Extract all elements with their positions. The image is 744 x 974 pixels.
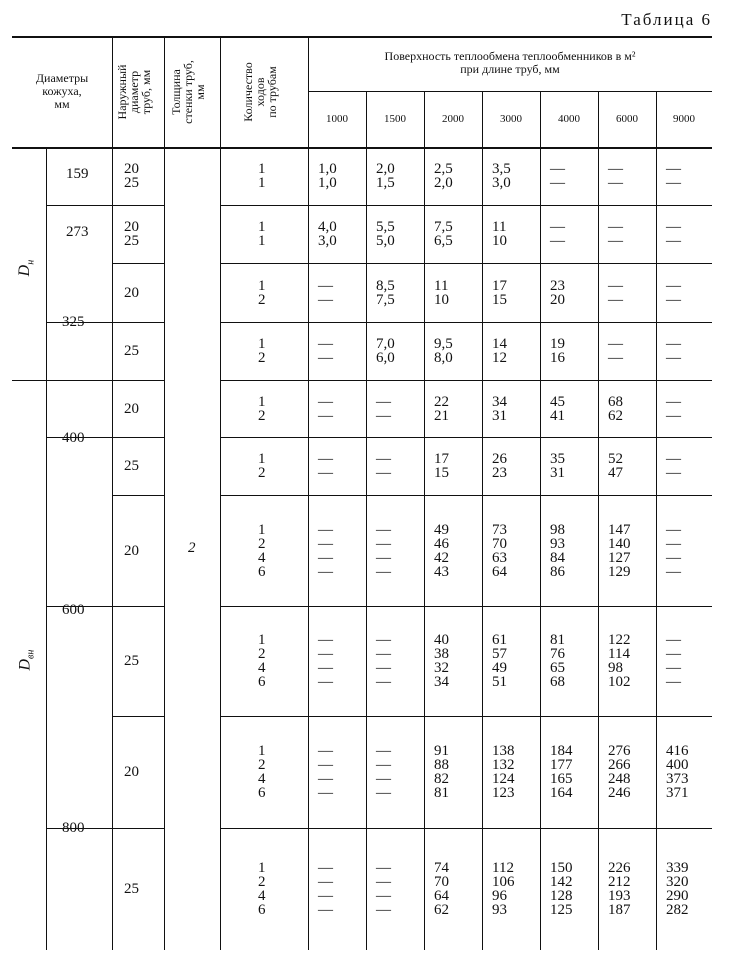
surface-area-cell: 26 23 [492,451,507,481]
surface-area-cell: 17 15 [492,277,507,308]
pass-count-cell: 1 2 4 6 [258,632,266,690]
tube-diameter-cell: 20 [124,764,139,780]
surface-area-cell: 19 16 [550,336,565,366]
surface-area-cell: 81 76 65 68 [550,632,565,690]
surface-area-cell: — — — — [318,743,333,801]
col-rule-length [598,91,599,950]
surface-area-cell: — — [666,277,681,308]
row-rule [46,205,164,206]
surface-area-cell: 416 400 373 371 [666,743,689,801]
surface-area-cell: — — [666,161,681,191]
surface-area-cell: 9,5 8,0 [434,336,453,366]
shell-diameter: 159 [66,166,89,182]
surface-area-cell: 7,5 6,5 [434,219,453,249]
pass-count-cell: 1 2 [258,277,266,308]
group-label-dn-sub: н [25,259,37,265]
row-rule [220,322,712,323]
surface-area-cell: 35 31 [550,451,565,481]
surface-area-cell: 138 132 124 123 [492,743,515,801]
col-rule-group [46,147,47,950]
surface-area-cell: 74 70 64 62 [434,860,449,918]
surface-area-cell: — — — — [376,743,391,801]
surface-area-cell: 22 21 [434,393,449,424]
pass-count-cell: 1 2 [258,336,266,366]
row-rule [220,205,712,206]
surface-area-cell: — — [376,451,391,481]
tube-diameter-cell: 25 [124,458,139,474]
surface-area-cell: — — — — [666,521,681,580]
surface-area-cell: 112 106 96 93 [492,860,515,918]
pass-count-cell: 1 2 4 6 [258,521,266,580]
row-rule [220,495,712,496]
surface-area-cell: 276 266 248 246 [608,743,631,801]
table-caption: Таблица 6 [621,10,712,29]
col-rule-passes [220,36,221,950]
surface-area-cell: 45 41 [550,393,565,424]
wall-thickness-value: 2 [188,540,196,556]
surface-area-cell: — — — — [666,632,681,690]
header-tube-length: 6000 [616,113,638,125]
surface-area-cell: — — [666,219,681,249]
tube-diameter-cell: 20 [124,542,139,559]
col-rule-surface [308,36,309,950]
header-tube-diameter: Наружный диаметр труб, мм [115,64,153,120]
surface-area-cell: — — [666,393,681,424]
header-tube-length: 1000 [326,113,348,125]
surface-area-cell: 122 114 98 102 [608,632,631,690]
tube-diameter-cell: 25 [124,653,139,669]
col-rule-wall [164,36,165,950]
surface-area-cell: 7,0 6,0 [376,336,395,366]
surface-area-cell: 226 212 193 187 [608,860,631,918]
surface-area-cell: 11 10 [492,219,507,249]
row-rule [220,263,712,264]
surface-area-cell: 52 47 [608,451,623,481]
col-rule-length [540,91,541,950]
surface-area-cell: — — — — [318,860,333,918]
surface-area-cell: 73 70 63 64 [492,521,507,580]
surface-area-cell: 17 15 [434,451,449,481]
col-rule-length [656,91,657,950]
row-rule [220,828,712,829]
group-label-dn [16,260,36,277]
surface-area-cell: — — — — [318,521,333,580]
tube-diameter-cell: 20 25 [124,219,139,249]
header-tube-length: 9000 [673,113,695,125]
pass-count-cell: 1 2 4 6 [258,860,266,918]
surface-area-cell: 8,5 7,5 [376,277,395,308]
header-tube-length: 3000 [500,113,522,125]
surface-area-cell: — — [318,451,333,481]
surface-area-cell: 14 12 [492,336,507,366]
surface-area-cell: 1,0 1,0 [318,161,337,191]
pass-count-cell: 1 2 4 6 [258,743,266,801]
pass-count-cell: 1 2 [258,393,266,424]
header-shell-diameters: Диаметры кожуха, мм [35,71,89,111]
pass-count-cell: 1 2 [258,451,266,481]
surface-area-cell: — — [318,277,333,308]
tube-diameter-cell: 20 [124,284,139,301]
header-bottom-rule [12,147,712,149]
surface-area-cell: 40 38 32 34 [434,632,449,690]
col-rule-tube [112,36,113,950]
surface-area-cell: 5,5 5,0 [376,219,395,249]
row-rule [220,437,712,438]
surface-area-cell: 68 62 [608,393,623,424]
top-rule [12,36,712,38]
surface-area-cell: — — [318,336,333,366]
surface-area-cell: 23 20 [550,277,565,308]
col-rule-length [424,91,425,950]
row-rule [112,495,164,496]
header-tube-length: 4000 [558,113,580,125]
surface-area-cell: 4,0 3,0 [318,219,337,249]
row-rule [112,263,164,264]
surface-area-cell: — — [608,161,623,191]
surface-area-cell: — — [608,336,623,366]
surface-area-cell: 49 46 42 43 [434,521,449,580]
surface-area-cell: 3,5 3,0 [492,161,511,191]
surface-area-cell: — — [666,336,681,366]
surface-area-cell: — — — — [376,632,391,690]
tube-diameter-cell: 25 [124,881,139,897]
surface-area-cell: 61 57 49 51 [492,632,507,690]
shell-diameter: 273 [66,224,89,240]
row-rule [220,380,712,381]
shell-diameter: 325 [62,314,85,330]
tube-diameter-cell: 20 25 [124,161,139,191]
surface-area-cell: — — [666,451,681,481]
surface-area-cell: — — [318,393,333,424]
surface-area-cell: — — — — [376,521,391,580]
surface-area-cell: 11 10 [434,277,449,308]
surface-area-cell: — — — — [318,632,333,690]
group-rule [12,380,112,381]
group-label-dn-main: D [16,264,34,277]
surface-area-cell: — — [550,161,565,191]
shell-diameter: 600 [62,602,85,618]
group-label-dvn-main: D [16,658,34,671]
group-label-dvn-sub: вн [25,649,37,659]
tube-diameter-cell: 20 [124,400,139,417]
surface-area-cell: — — [608,219,623,249]
header-tube-length: 2000 [442,113,464,125]
row-rule [220,716,712,717]
pass-count-cell: 1 1 [258,161,266,191]
header-wall-thickness: Толщина стенки труб, мм [169,60,207,124]
surface-area-cell: 98 93 84 86 [550,521,565,580]
shell-diameter: 800 [62,820,85,836]
surface-area-cell: 91 88 82 81 [434,743,449,801]
col-rule-length [366,91,367,950]
row-rule [220,606,712,607]
surface-area-cell: — — [376,393,391,424]
shell-diameter: 400 [62,430,85,446]
surface-header-rule [308,91,712,92]
surface-area-cell: — — — — [376,860,391,918]
tube-diameter-cell: 25 [124,343,139,359]
surface-area-cell: 150 142 128 125 [550,860,573,918]
surface-area-cell: 2,0 1,5 [376,161,395,191]
header-surface-area: Поверхность теплообмена теплообменников в м² при длине труб, мм [384,49,636,76]
pass-count-cell: 1 1 [258,219,266,249]
row-rule [112,380,164,381]
surface-area-cell: 184 177 165 164 [550,743,573,801]
header-pass-count: Количество ходов по трубам [241,62,279,122]
surface-area-cell: 147 140 127 129 [608,521,631,580]
surface-area-cell: 2,5 2,0 [434,161,453,191]
surface-area-cell: — — [550,219,565,249]
surface-area-cell: 34 31 [492,393,507,424]
row-rule [112,716,164,717]
surface-area-cell: — — [608,277,623,308]
surface-area-cell: 339 320 290 282 [666,860,689,918]
group-label-dvn [16,650,36,671]
col-rule-length [482,91,483,950]
header-tube-length: 1500 [384,113,406,125]
